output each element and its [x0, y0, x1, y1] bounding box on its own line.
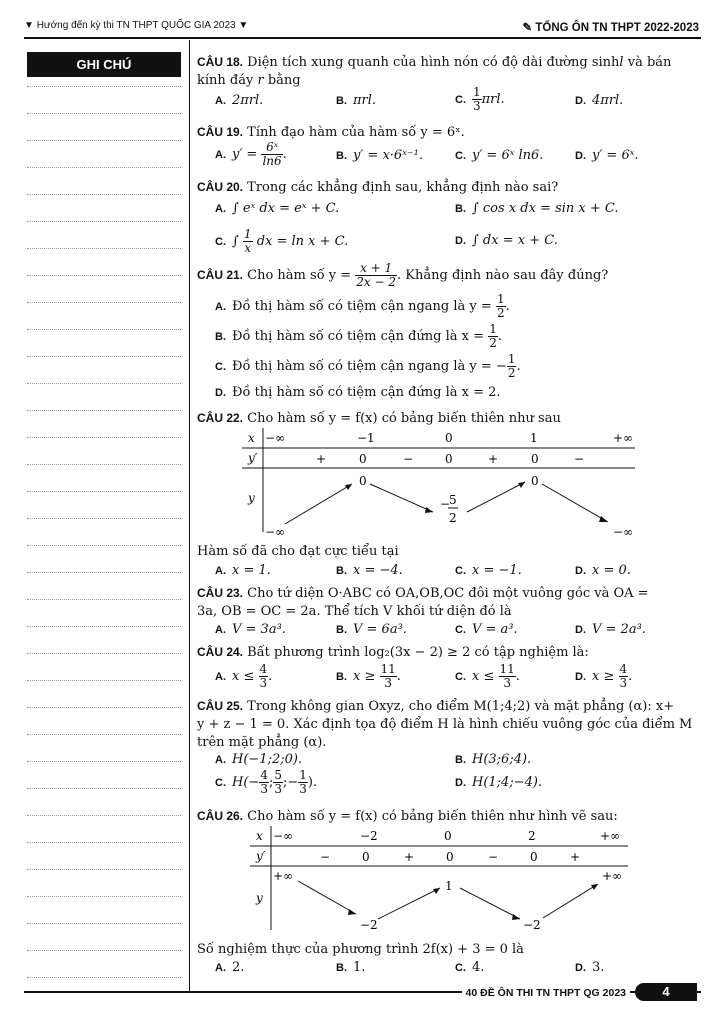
- note-line: [27, 761, 181, 762]
- option-b: B. x ≥ $\frac{11}{3}$ .: [336, 662, 401, 690]
- y-value: 0: [359, 474, 367, 488]
- option-letter: D.: [575, 95, 586, 107]
- option-text: H(1;4;−4).: [472, 775, 543, 790]
- note-line: [27, 356, 181, 357]
- note-line: [27, 383, 181, 384]
- arrow-up: [467, 482, 525, 512]
- sign: +: [316, 452, 327, 466]
- option-letter: D.: [455, 235, 466, 247]
- question-text: y + z − 1 = 0. Xác định tọa độ điểm H là hình chiếu vuông góc của điểm M: [197, 717, 693, 732]
- question-label: CÂU 23.: [197, 586, 244, 600]
- option-text: y′ =: [232, 147, 258, 162]
- option-letter: C.: [455, 962, 466, 974]
- note-line: [27, 896, 181, 897]
- option-letter: A.: [215, 565, 226, 577]
- note-line: [27, 113, 181, 114]
- note-line: [27, 977, 181, 978]
- sign: +: [404, 850, 415, 864]
- y-value-den: 2: [449, 511, 457, 525]
- note-line: [27, 86, 181, 87]
- option-c: C. Đồ thị hàm số có tiệm cận ngang là y = − $\frac{1}{2}$ .: [215, 352, 521, 380]
- question-text: Bất phương trình log₂(3x − 2) ≥ 2 có tập nghiệm là:: [247, 645, 589, 660]
- fraction-denominator: x: [244, 241, 252, 255]
- y-label: y: [248, 491, 255, 505]
- fraction-numerator: 1: [489, 322, 497, 336]
- option-text: y′ = 6ˣ.: [592, 148, 639, 163]
- option-text: x = 0.: [592, 563, 631, 578]
- question-text: và bán: [627, 55, 672, 70]
- fraction-numerator: 1: [299, 768, 307, 782]
- option-letter: C.: [215, 361, 226, 373]
- question-text: Tính đạo hàm của hàm số y = 6ˣ.: [247, 125, 465, 140]
- note-line: [27, 545, 181, 546]
- option-b: [336, 960, 365, 975]
- option-letter: A.: [215, 301, 226, 313]
- option-letter: A.: [215, 95, 226, 107]
- option-text: x = −1.: [472, 563, 522, 578]
- note-line: [27, 788, 181, 789]
- y-value: +∞: [273, 869, 294, 883]
- y-value: −∞: [613, 525, 634, 539]
- option-b: [336, 148, 423, 163]
- question-label: CÂU 19.: [197, 125, 244, 139]
- x-value: −2: [360, 829, 378, 843]
- option-letter: D.: [215, 387, 226, 399]
- x-value: +∞: [600, 829, 621, 843]
- option-letter: D.: [575, 565, 586, 577]
- question-22-prompt: [197, 543, 701, 561]
- option-text: x = 1.: [232, 563, 271, 578]
- y-value: −2: [360, 918, 378, 932]
- header-right: [523, 20, 699, 34]
- option-text: ∫: [232, 234, 239, 249]
- option-letter: A.: [215, 754, 226, 766]
- question-label: CÂU 24.: [197, 645, 244, 659]
- option-letter: B.: [215, 331, 226, 343]
- footer-text: 40 ĐỀ ÔN THI TN THPT QG 2023: [462, 987, 630, 999]
- note-line: [27, 653, 181, 654]
- option-text: 1.: [353, 960, 366, 975]
- fraction-denominator: 3: [503, 676, 511, 690]
- edit-note-icon: ✎: [522, 22, 533, 34]
- option-c: C. H(− $\frac{4}{3}$ ; $\frac{5}{3}$ ;− $\frac{1}{3}$ ).: [215, 768, 318, 796]
- note-line: [27, 464, 181, 465]
- sign: 0: [530, 850, 538, 864]
- question-label: CÂU 26.: [197, 809, 244, 823]
- fraction-denominator: 3: [384, 676, 392, 690]
- y-label: y: [256, 891, 263, 905]
- fraction-denominator: 3: [259, 676, 268, 690]
- option-letter: A.: [215, 149, 226, 161]
- option-text: V = 3a³.: [232, 622, 286, 637]
- location-pin-icon: ▼: [24, 20, 34, 31]
- variation-table-26: [238, 826, 638, 941]
- x-value: 0: [445, 431, 453, 445]
- header-rule: [24, 37, 701, 39]
- option-letter: A.: [215, 671, 226, 683]
- question-24: [197, 643, 701, 662]
- question-text: . Khẳng định nào sau đây đúng?: [397, 268, 609, 283]
- option-text: Đồ thị hàm số có tiệm cận ngang là y =: [232, 299, 492, 314]
- sign: +: [488, 452, 499, 466]
- y-value: 0: [531, 474, 539, 488]
- yprime-label: y′: [256, 849, 266, 863]
- option-letter: C.: [455, 565, 466, 577]
- fraction-numerator: 1: [507, 352, 516, 366]
- note-line: [27, 194, 181, 195]
- note-line: [27, 275, 181, 276]
- note-line: [27, 248, 181, 249]
- arrow-up: [378, 888, 440, 919]
- y-value: +∞: [602, 869, 623, 883]
- arrow-down: [542, 484, 608, 522]
- option-letter: D.: [575, 624, 586, 636]
- question-text: Cho hàm số y = f(x) có bảng biến thiên như hình vẽ sau:: [247, 809, 618, 824]
- option-letter: D.: [575, 962, 586, 974]
- option-c: [455, 960, 484, 975]
- question-22: [197, 409, 701, 428]
- option-d: [455, 233, 558, 248]
- question-23: [197, 584, 701, 621]
- option-a: A. Đồ thị hàm số có tiệm cận ngang là y = $\frac{1}{2}$ .: [215, 292, 510, 320]
- note-line: [27, 221, 181, 222]
- option-text: ∫ eˣ dx = eˣ + C.: [232, 201, 340, 216]
- option-a: [215, 960, 244, 975]
- sign: 0: [362, 850, 370, 864]
- question-var: l: [619, 55, 624, 70]
- option-b: [336, 563, 403, 578]
- option-d: [575, 960, 604, 975]
- question-26: [197, 807, 701, 826]
- option-text: 2.: [232, 960, 245, 975]
- option-c: [455, 563, 522, 578]
- page-number: 4: [635, 983, 697, 1001]
- question-var: r: [257, 73, 264, 88]
- y-value: −2: [523, 918, 541, 932]
- arrow-head: [425, 507, 433, 513]
- x-value: −∞: [265, 431, 286, 445]
- option-text: πrl.: [353, 93, 377, 108]
- option-letter: D.: [575, 671, 586, 683]
- question-label: CÂU 21.: [197, 268, 244, 282]
- arrow-down: [460, 888, 520, 919]
- fraction-numerator: 11: [499, 662, 515, 676]
- option-b: [455, 201, 619, 216]
- sign: −: [488, 850, 499, 864]
- arrow-head: [512, 914, 520, 920]
- question-text: Diện tích xung quanh của hình nón có độ dài đường sinh: [247, 55, 620, 70]
- sign: 0: [359, 452, 367, 466]
- note-line: [27, 626, 181, 627]
- option-letter: B.: [336, 565, 347, 577]
- fraction-denominator: 2x − 2: [356, 275, 397, 289]
- fraction-denominator: 2: [496, 306, 505, 320]
- note-line: [27, 167, 181, 168]
- y-value: 1: [445, 879, 453, 893]
- option-text: 2πrl.: [232, 93, 264, 108]
- question-text: Trong các khẳng định sau, khẳng định nào sai?: [247, 180, 559, 195]
- yprime-label: y′: [248, 451, 258, 465]
- option-letter: B.: [336, 671, 347, 683]
- option-text: H(−: [232, 775, 260, 790]
- option-c: [455, 622, 518, 637]
- note-line: [27, 329, 181, 330]
- fraction-numerator: 1: [496, 292, 505, 306]
- option-text: H(−1;2;0).: [232, 752, 303, 767]
- question-21: [197, 262, 701, 289]
- question-text: bằng: [267, 73, 301, 88]
- note-line: [27, 140, 181, 141]
- question-26-prompt: [197, 941, 701, 959]
- option-letter: B.: [455, 754, 466, 766]
- option-letter: B.: [455, 203, 466, 215]
- question-18: [197, 53, 701, 90]
- sign: 0: [445, 452, 453, 466]
- question-label: CÂU 22.: [197, 411, 244, 425]
- sign: −: [574, 452, 585, 466]
- option-d: D. x ≥ $\frac{4}{3}$ .: [575, 662, 633, 690]
- option-letter: D.: [455, 777, 466, 789]
- note-line: [27, 491, 181, 492]
- option-text: V = 2a³.: [592, 622, 646, 637]
- fraction-numerator: 4: [619, 662, 628, 676]
- sign: −: [403, 452, 414, 466]
- option-text: V = 6a³.: [353, 622, 407, 637]
- question-25: [197, 697, 701, 752]
- x-label: x: [256, 829, 263, 843]
- option-text: 4πrl.: [592, 93, 624, 108]
- location-pin-icon: ▼: [238, 20, 249, 31]
- header-left-text: Hướng đến kỳ thi TN THPT QUỐC GIA 2023: [36, 20, 236, 31]
- fraction-denominator: 3: [619, 676, 628, 690]
- arrow-up: [543, 884, 598, 918]
- option-c: [455, 148, 543, 163]
- option-text: x ≤: [472, 669, 495, 684]
- fraction-numerator: 4: [259, 662, 268, 676]
- y-value-sign: −: [440, 497, 451, 511]
- option-b: [455, 752, 531, 767]
- notes-title: GHI CHÚ: [27, 52, 181, 77]
- option-text: y′ = 6ˣ ln6.: [472, 148, 544, 163]
- option-letter: B.: [336, 150, 347, 162]
- fraction-numerator: 6ˣ: [261, 141, 282, 155]
- option-letter: C.: [455, 150, 466, 162]
- arrow-down: [370, 484, 433, 512]
- option-text: y′ = x·6ˣ⁻¹.: [353, 148, 424, 163]
- option-a: [215, 201, 339, 216]
- fraction-denominator: 3: [260, 782, 268, 796]
- option-d: [215, 385, 501, 400]
- fraction-denominator: 3: [299, 782, 307, 796]
- option-a: A. x ≤ $\frac{4}{3}$ .: [215, 662, 273, 690]
- question-text: trên mặt phẳng (α).: [197, 735, 327, 750]
- fraction-numerator: 11: [380, 662, 396, 676]
- x-value: 2: [528, 829, 536, 843]
- option-a: [215, 141, 287, 168]
- sign: 0: [531, 452, 539, 466]
- x-value: −∞: [273, 829, 294, 843]
- sign: +: [570, 850, 581, 864]
- fraction-denominator: ln6: [262, 154, 282, 168]
- x-value: 0: [444, 829, 452, 843]
- question-text: 3a, OB = OC = 2a. Thể tích V khối tứ diện đó là: [197, 604, 512, 619]
- question-20: [197, 178, 701, 197]
- option-d: [575, 622, 646, 637]
- x-value: −1: [357, 431, 375, 445]
- arrow-head: [599, 516, 608, 522]
- option-letter: A.: [215, 962, 226, 974]
- question-text: Cho hàm số y =: [247, 268, 352, 283]
- note-line: [27, 734, 181, 735]
- fraction-numerator: 1: [473, 85, 481, 99]
- option-letter: C.: [455, 671, 466, 683]
- note-line: [27, 707, 181, 708]
- option-letter: B.: [336, 95, 347, 107]
- note-line: [27, 518, 181, 519]
- option-letter: C.: [455, 624, 466, 636]
- question-text: Cho hàm số y = f(x) có bảng biến thiên như sau: [247, 411, 561, 426]
- x-value: +∞: [613, 431, 634, 445]
- fraction-numerator: x + 1: [355, 262, 397, 276]
- arrow-head: [591, 884, 598, 890]
- note-line: [27, 410, 181, 411]
- option-b: [336, 622, 407, 637]
- arrow-down: [298, 881, 356, 914]
- note-line: [27, 437, 181, 438]
- option-text: 3.: [592, 960, 605, 975]
- option-letter: D.: [575, 150, 586, 162]
- fraction-numerator: 4: [260, 768, 268, 782]
- option-c: C. x ≤ $\frac{11}{3}$ .: [455, 662, 520, 690]
- variation-table-22: [230, 428, 660, 543]
- option-d: [455, 775, 542, 790]
- option-text: V = a³.: [472, 622, 518, 637]
- note-line: [27, 950, 181, 951]
- arrow-up: [285, 484, 352, 524]
- note-line: [27, 572, 181, 573]
- column-divider: [189, 40, 190, 992]
- option-a: [215, 93, 263, 108]
- y-value-num: 5: [449, 493, 457, 507]
- option-letter: C.: [215, 236, 226, 248]
- option-text: x ≥: [353, 669, 376, 684]
- option-text: Đồ thị hàm số có tiệm cận ngang là y = −: [232, 359, 507, 374]
- option-d: [575, 148, 638, 163]
- option-letter: C.: [215, 777, 226, 789]
- header-right-text: TỔNG ÔN TN THPT 2022-2023: [535, 22, 699, 34]
- option-c: [455, 86, 505, 113]
- option-d: [575, 93, 623, 108]
- option-letter: A.: [215, 624, 226, 636]
- question-label: CÂU 18.: [197, 55, 244, 69]
- option-text: πrl.: [481, 92, 505, 107]
- question-label: CÂU 20.: [197, 180, 244, 194]
- x-label: x: [248, 431, 255, 445]
- option-b: [336, 93, 376, 108]
- option-text: dx = ln x + C.: [256, 234, 349, 249]
- note-line: [27, 842, 181, 843]
- note-line: [27, 869, 181, 870]
- question-text: Hàm số đã cho đạt cực tiểu tại: [197, 544, 399, 559]
- option-d: [575, 563, 631, 578]
- note-line: [27, 599, 181, 600]
- note-line: [27, 680, 181, 681]
- fraction-denominator: 2: [489, 336, 497, 350]
- header-left: [24, 20, 248, 31]
- fraction-numerator: 5: [274, 768, 282, 782]
- option-text: Đồ thị hàm số có tiệm cận đứng là x = 2.: [232, 385, 501, 400]
- option-text: H(3;6;4).: [472, 752, 532, 767]
- option-text: x ≤: [232, 669, 255, 684]
- option-a: [215, 563, 271, 578]
- fraction-denominator: 3: [473, 99, 481, 113]
- fraction-denominator: 2: [507, 366, 516, 380]
- option-letter: C.: [455, 94, 466, 106]
- option-text: Đồ thị hàm số có tiệm cận đứng là x =: [232, 329, 485, 344]
- x-value: 1: [530, 431, 538, 445]
- question-text: Trong không gian Oxyz, cho điểm M(1;4;2) và mặt phẳng (α): x+: [247, 699, 675, 714]
- note-line: [27, 815, 181, 816]
- question-text: Số nghiệm thực của phương trình 2f(x) + 3 = 0 là: [197, 942, 524, 957]
- option-text: .: [282, 147, 287, 162]
- sign: 0: [446, 850, 454, 864]
- question-text: kính đáy: [197, 73, 254, 88]
- question-label: CÂU 25.: [197, 699, 244, 713]
- option-text: x ≥: [592, 669, 615, 684]
- fraction-numerator: 1: [243, 227, 252, 241]
- option-letter: B.: [336, 624, 347, 636]
- option-text: ∫ dx = x + C.: [472, 233, 558, 248]
- arrow-head: [348, 909, 356, 915]
- option-text: ∫ cos x dx = sin x + C.: [472, 201, 619, 216]
- option-a: [215, 622, 286, 637]
- option-a: [215, 752, 302, 767]
- sign: −: [320, 850, 331, 864]
- option-letter: A.: [215, 203, 226, 215]
- option-text: x = −4.: [353, 563, 403, 578]
- option-text: 4.: [472, 960, 485, 975]
- note-line: [27, 302, 181, 303]
- note-line: [27, 923, 181, 924]
- option-c: [215, 228, 348, 255]
- option-b: B. Đồ thị hàm số có tiệm cận đứng là x = $\frac{1}{2}$ .: [215, 322, 502, 350]
- fraction-denominator: 3: [274, 782, 282, 796]
- question-text: Cho tứ diện O·ABC có OA,OB,OC đôi một vuông góc và OA =: [247, 586, 649, 601]
- y-value: −∞: [265, 525, 286, 539]
- option-letter: B.: [336, 962, 347, 974]
